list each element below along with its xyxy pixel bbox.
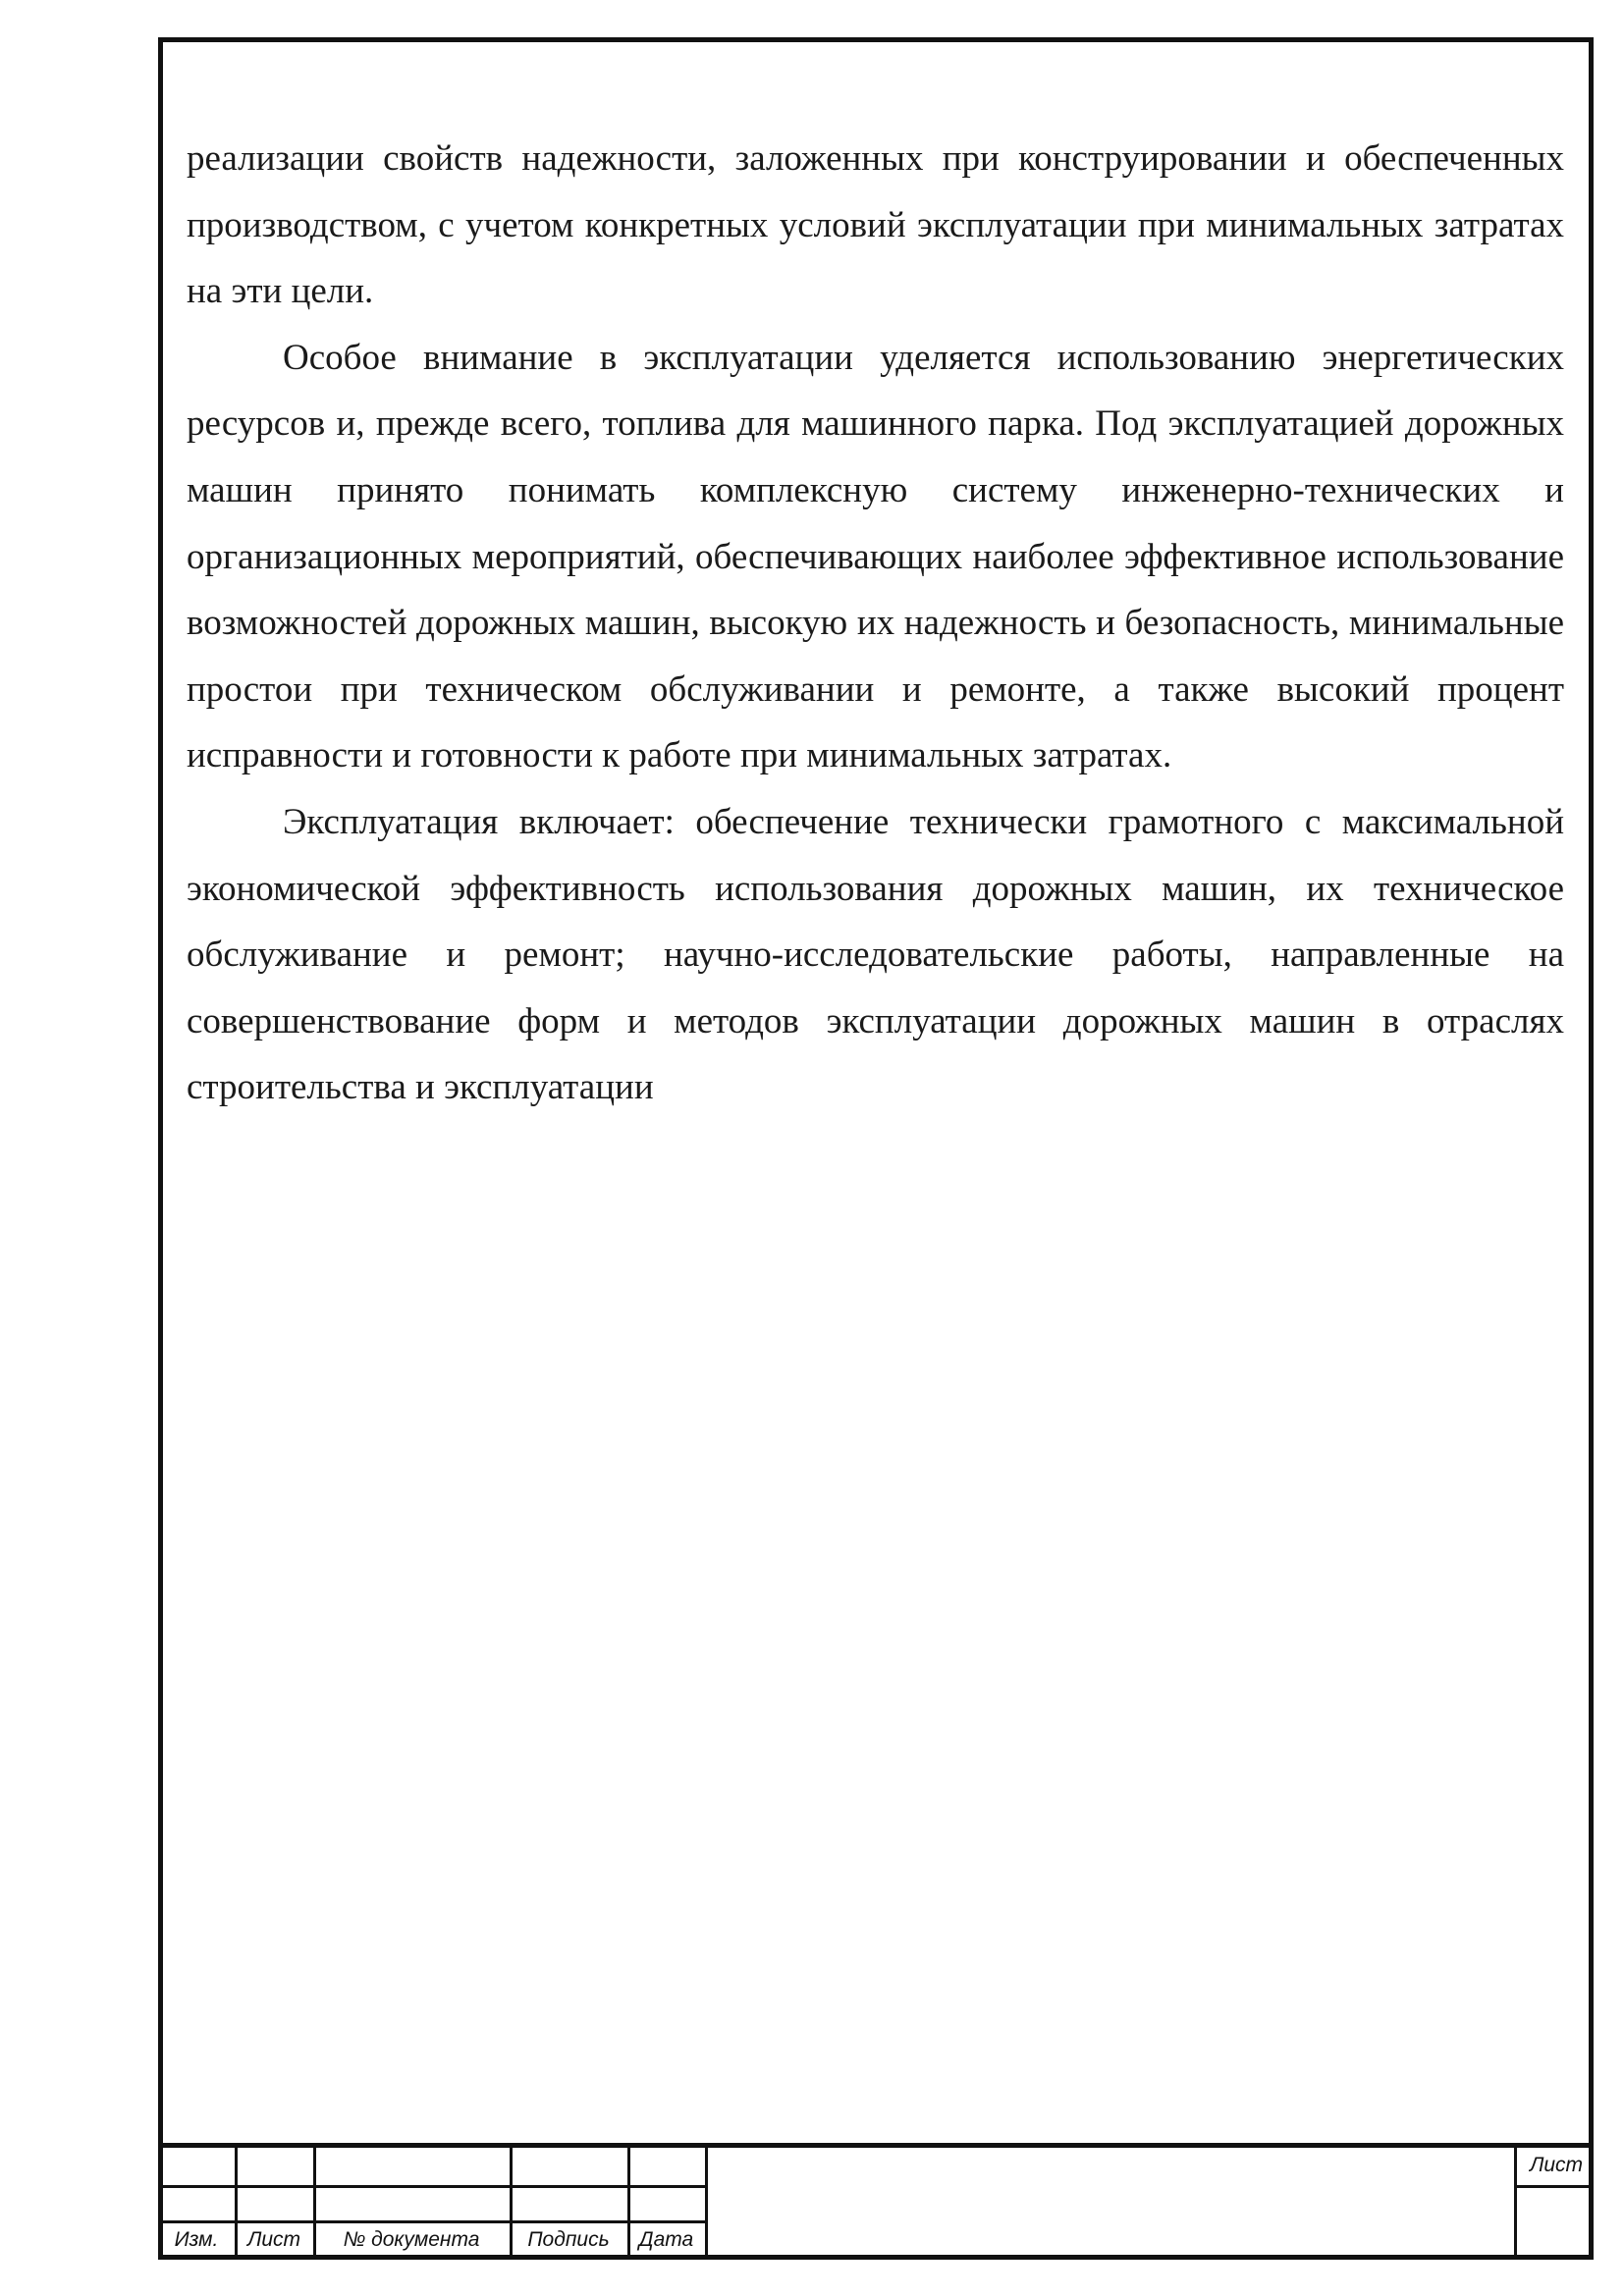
title-block-sheet-line — [1514, 2185, 1589, 2188]
column-label-signature: Подпись — [527, 2228, 610, 2251]
paragraph-2: Особое внимание в эксплуатации уделяется использованию энергетических ресурсов и, прежде всего, топлива для машинного парка. Под эксплуатацией дорожных машин принято понимать комплексную систему инженерно-технических и организационных мероприятий, обеспечивающих наиболее эффективное использование возможностей дорожных машин, высокую их надежность и безопасность, минимальные простои при техническом обслуживании и ремонте, а также высокий процент исправности и готовности к работе при минимальных затратах. — [187, 337, 1564, 776]
title-block — [158, 2143, 1594, 2260]
column-label-date: Дата — [638, 2228, 694, 2251]
document-body — [187, 126, 1564, 1121]
column-label-document-number: № документа — [343, 2228, 480, 2251]
title-block-row-line-2 — [158, 2220, 705, 2223]
paragraph-1: реализации свойств надежности, заложенных при конструировании и обеспеченных производством, с учетом конкретных условий эксплуатации при минимальных затратах на эти цели. — [187, 138, 1564, 312]
paragraph-3: Эксплуатация включает: обеспечение технически грамотного с максимальной экономической эффективность использования дорожных машин, их техническое обслуживание и ремонт; научно-исследовательские работы, направленные на совершенствование форм и методов эксплуатации дорожных машин в отраслях строительства и эксплуатации — [187, 801, 1564, 1108]
column-label-izm: Изм. — [174, 2228, 219, 2251]
title-block-col-line-5 — [705, 2148, 708, 2260]
column-label-list: Лист — [246, 2228, 301, 2251]
sheet-label: Лист — [1529, 2154, 1584, 2176]
title-block-col-line-6 — [1514, 2148, 1517, 2260]
title-block-row-line-1 — [158, 2185, 705, 2188]
